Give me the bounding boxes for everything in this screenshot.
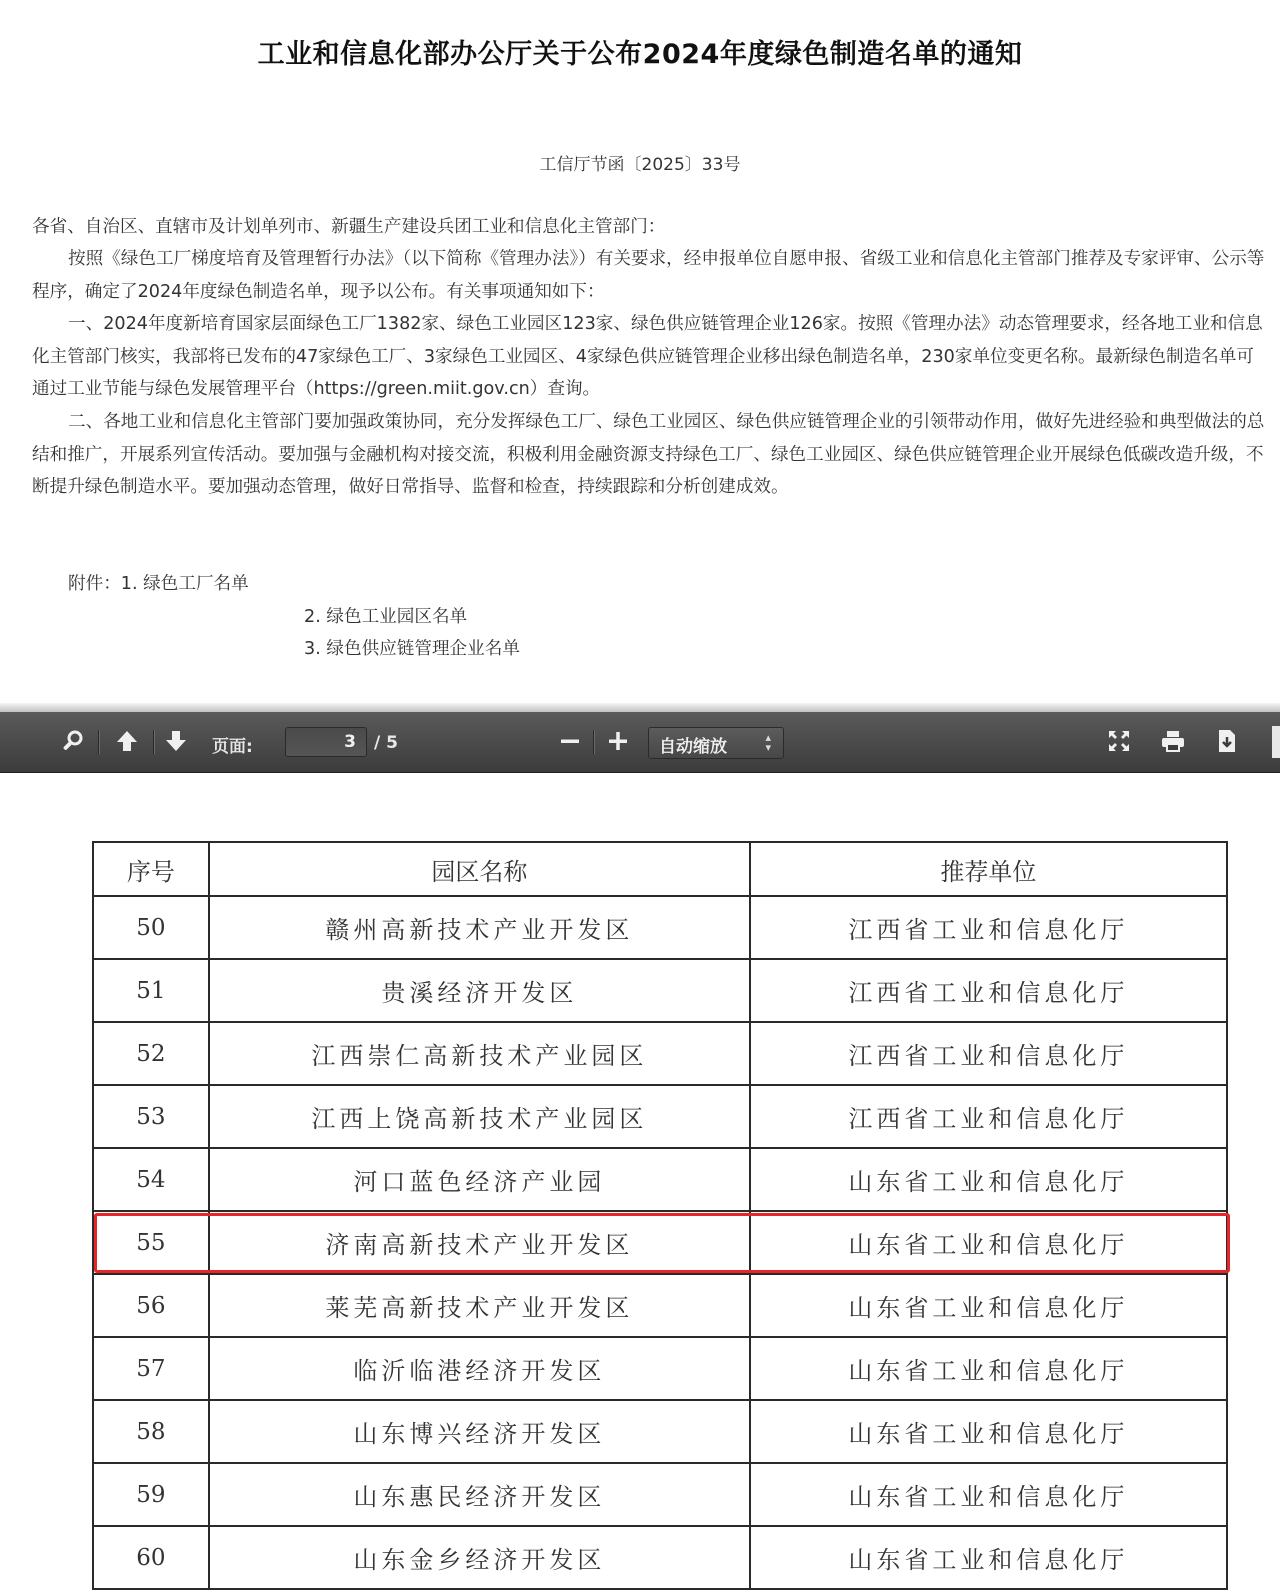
row-park-name: 河口蓝色经济产业园 — [209, 1148, 750, 1211]
salutation: 各省、自治区、直辖市及计划单列市、新疆生产建设兵团工业和信息化主管部门： — [32, 217, 666, 237]
document-number: 工信厅节函〔2025〕33号 — [539, 155, 741, 175]
header-recommender: 推荐单位 — [750, 842, 1227, 896]
table-row-highlighted — [93, 1211, 1227, 1274]
page-up-icon[interactable] — [112, 726, 142, 756]
zoom-out-icon[interactable] — [555, 726, 585, 756]
row-recommender: 江西省工业和信息化厅 — [750, 959, 1227, 1022]
row-park-name: 贵溪经济开发区 — [209, 959, 750, 1022]
row-recommender: 山东省工业和信息化厅 — [750, 1337, 1227, 1400]
row-recommender: 山东省工业和信息化厅 — [750, 1148, 1227, 1211]
paragraph-one: 一、2024年度新培育国家层面绿色工厂1382家、绿色工业园区123家、绿色供应链管理企业126家。按照《管理办法》动态管理要求，经各地工业和信息化主管部门核实，我部将已发布的47家绿色工厂、3家绿色工业园区、4家绿色供应链管理企业移出绿色制造名单，230家单位变更名称。最新绿色制造名单可通过工业节能与绿色发展管理平台（https://green.miit.gov.cn）查询。 — [32, 314, 1263, 400]
row-index: 50 — [93, 896, 209, 959]
page-total: / 5 — [374, 733, 398, 753]
row-index: 52 — [93, 1022, 209, 1085]
pdf-toolbar — [0, 712, 1280, 773]
row-recommender: 山东省工业和信息化厅 — [750, 1211, 1227, 1274]
row-park-name: 赣州高新技术产业开发区 — [209, 896, 750, 959]
select-arrows-icon: ▴ ▾ — [765, 731, 771, 754]
page-label: 页面: — [212, 737, 253, 757]
attachment-3: 3. 绿色供应链管理企业名单 — [304, 639, 520, 659]
row-park-name: 江西上饶高新技术产业园区 — [209, 1085, 750, 1148]
row-index: 58 — [93, 1400, 209, 1463]
toolbar-separator — [153, 730, 154, 754]
row-recommender: 江西省工业和信息化厅 — [750, 1085, 1227, 1148]
toolbar-separator — [593, 730, 594, 754]
paragraph-two: 二、各地工业和信息化主管部门要加强政策协同，充分发挥绿色工厂、绿色工业园区、绿色供应链管理企业的引领带动作用，做好先进经验和典型做法的总结和推广，开展系列宣传活动。要加强与金融机构对接交流，积极利用金融资源支持绿色工厂、绿色工业园区、绿色供应链管理企业开展绿色低碳改造升级，不断提升绿色制造水平。要加强动态管理，做好日常指导、监督和检查，持续跟踪和分析创建成效。 — [32, 412, 1265, 498]
table-row — [93, 1463, 1227, 1526]
row-recommender: 江西省工业和信息化厅 — [750, 896, 1227, 959]
row-index: 57 — [93, 1337, 209, 1400]
row-park-name: 山东惠民经济开发区 — [209, 1463, 750, 1526]
table-row — [93, 1337, 1227, 1400]
notice-document — [0, 0, 1280, 718]
row-index: 55 — [93, 1211, 209, 1274]
row-recommender: 山东省工业和信息化厅 — [750, 1463, 1227, 1526]
print-icon[interactable] — [1158, 726, 1188, 756]
row-park-name: 山东金乡经济开发区 — [209, 1526, 750, 1589]
zoom-select[interactable] — [648, 727, 784, 759]
zoom-in-icon[interactable] — [603, 726, 633, 756]
paragraph-intro: 按照《绿色工厂梯度培育及管理暂行办法》（以下简称《管理办法》）有关要求，经申报单位自愿申报、省级工业和信息化主管部门推荐及专家评审、公示等程序，确定了2024年度绿色制造名单，现予以公布。有关事项通知如下： — [32, 249, 1265, 302]
row-park-name: 莱芜高新技术产业开发区 — [209, 1274, 750, 1337]
table-row — [93, 959, 1227, 1022]
row-index: 51 — [93, 959, 209, 1022]
toolbar-overflow-edge — [1272, 726, 1280, 758]
search-icon[interactable] — [58, 726, 88, 756]
table-row — [93, 1400, 1227, 1463]
row-park-name: 山东博兴经济开发区 — [209, 1400, 750, 1463]
zoom-select-value: 自动缩放 — [659, 737, 727, 757]
row-recommender: 山东省工业和信息化厅 — [750, 1400, 1227, 1463]
row-park-name: 临沂临港经济开发区 — [209, 1337, 750, 1400]
row-recommender: 山东省工业和信息化厅 — [750, 1526, 1227, 1589]
table-row — [93, 1274, 1227, 1337]
page-down-icon[interactable] — [161, 726, 191, 756]
row-park-name: 济南高新技术产业开发区 — [209, 1211, 750, 1274]
row-recommender: 江西省工业和信息化厅 — [750, 1022, 1227, 1085]
table-row — [93, 1085, 1227, 1148]
row-index: 59 — [93, 1463, 209, 1526]
table-row — [93, 896, 1227, 959]
row-index: 60 — [93, 1526, 209, 1589]
toolbar-separator — [98, 730, 99, 754]
row-index: 56 — [93, 1274, 209, 1337]
row-index: 54 — [93, 1148, 209, 1211]
attachment-1: 附件：1. 绿色工厂名单 — [68, 574, 249, 594]
table-header-row — [93, 842, 1227, 896]
row-recommender: 山东省工业和信息化厅 — [750, 1274, 1227, 1337]
header-index: 序号 — [93, 842, 209, 896]
table-row — [93, 1022, 1227, 1085]
pdf-page — [0, 773, 1280, 1594]
header-park-name: 园区名称 — [209, 842, 750, 896]
row-park-name: 江西崇仁高新技术产业园区 — [209, 1022, 750, 1085]
table-row — [93, 1526, 1227, 1589]
download-icon[interactable] — [1212, 726, 1242, 756]
table-row — [93, 1148, 1227, 1211]
attachment-2: 2. 绿色工业园区名单 — [304, 607, 468, 627]
page-number-input[interactable] — [285, 727, 367, 757]
notice-title: 工业和信息化部办公厅关于公布2024年度绿色制造名单的通知 — [257, 39, 1023, 70]
fullscreen-icon[interactable] — [1104, 726, 1134, 756]
row-index: 53 — [93, 1085, 209, 1148]
green-park-table — [92, 841, 1228, 1590]
